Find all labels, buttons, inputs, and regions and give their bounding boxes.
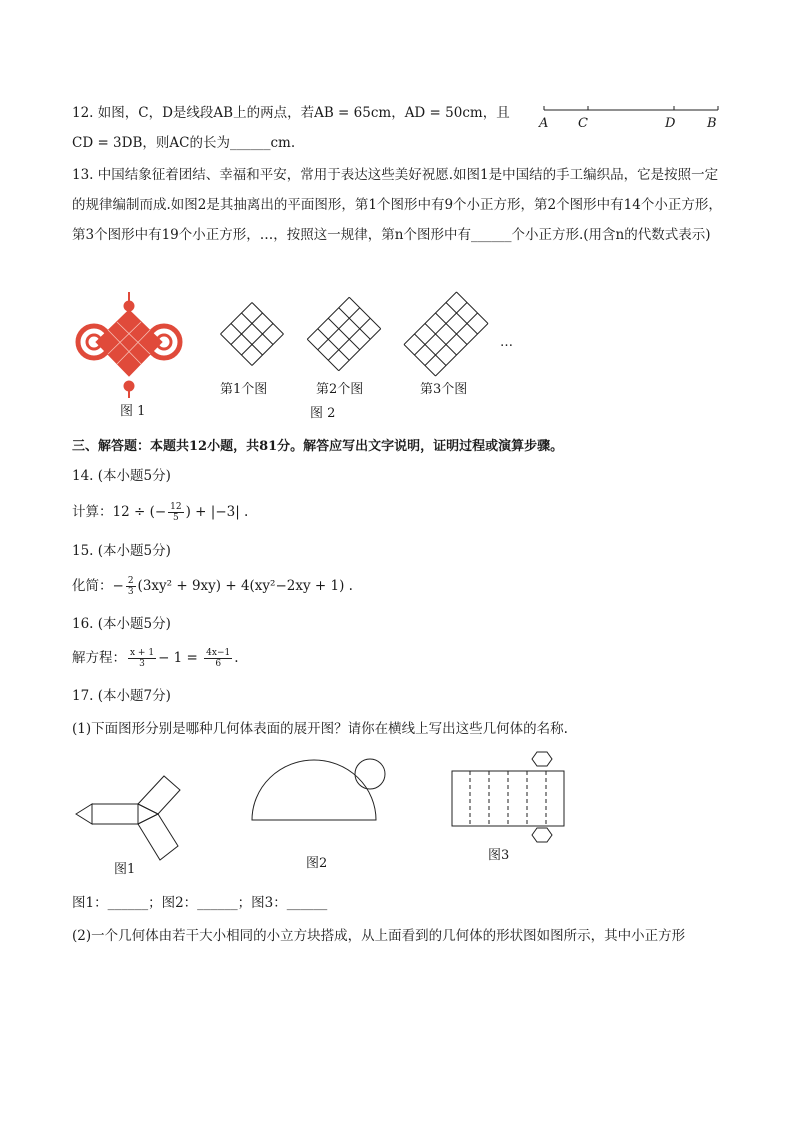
lattice-line <box>415 303 468 356</box>
q15-prefix: 化简：− <box>72 578 124 594</box>
q17-part2: (2)一个几何体由若干大小相同的小立方块搭成，从上面看到的几何体的形状图如图所示，其中小正方形 <box>72 928 686 944</box>
q16-fraction-left <box>128 648 156 669</box>
lattice-3 <box>404 292 488 376</box>
fig1-label: 图 1 <box>120 404 146 419</box>
fig2-label: 图 2 <box>310 406 336 421</box>
net-fig3-label: 图3 <box>488 848 510 863</box>
prism-net-figure <box>72 768 192 858</box>
q16-prefix: 解方程： <box>72 650 126 666</box>
q12-line2: CD = 3DB，则AC的长为______cm. <box>72 135 296 151</box>
q12-line1: 12. 如图，C，D是线段AB上的两点，若AB = 65cm，AD = 50cm，且 <box>72 105 510 121</box>
q15-suffix: (3xy² + 9xy) + 4(xy²−2xy + 1) . <box>137 578 353 594</box>
q14-denominator: 5 <box>173 513 179 523</box>
segment-figure <box>540 102 730 132</box>
q16-numerator-right: 4x−1 <box>206 648 231 658</box>
lattice-1 <box>221 303 284 366</box>
net-fig2-label: 图2 <box>306 856 328 871</box>
sub-figure-2-label: 第2个图 <box>316 382 364 397</box>
q15-numerator: 2 <box>127 576 134 586</box>
hexagonal-prism-net-figure <box>450 724 580 854</box>
point-d-label: D <box>665 116 676 131</box>
chinese-knot-image <box>72 290 192 400</box>
q16-equation <box>72 648 239 669</box>
q14-heading: 14. (本小题5分) <box>72 468 171 484</box>
point-a-label: A <box>539 116 549 131</box>
q16-middle: − 1 = <box>158 650 203 666</box>
section-3-heading: 三、解答题：本题共12小题，共81分。解答应写出文字说明，证明过程或演算步骤。 <box>72 439 564 454</box>
sub-figure-3-label: 第3个图 <box>420 382 468 397</box>
net-fig1-label: 图1 <box>114 862 136 877</box>
q16-heading: 16. (本小题5分) <box>72 616 171 632</box>
q14-fraction <box>168 502 183 523</box>
q14-numerator: 12 <box>170 502 182 512</box>
q14-expression <box>72 502 248 523</box>
lattice-line <box>425 313 478 366</box>
ellipsis: … <box>500 335 513 350</box>
point-c-label: C <box>578 116 588 131</box>
q17-heading: 17. (本小题7分) <box>72 688 171 704</box>
q16-denominator-right: 6 <box>215 659 222 669</box>
lattice-2 <box>307 297 381 371</box>
lattice-line <box>436 324 489 377</box>
q15-heading: 15. (本小题5分) <box>72 543 171 559</box>
q16-fraction-right <box>204 648 232 669</box>
q17-answer-line: 图1：______；图2：______；图3：______ <box>72 895 328 911</box>
q17-part1: (1)下面图形分别是哪种几何体表面的展开图？请你在横线上写出这些几何体的名称. <box>72 721 568 737</box>
q15-expression <box>72 576 353 597</box>
q16-denominator-left: 3 <box>139 659 145 669</box>
q16-suffix: . <box>234 650 239 666</box>
q14-suffix: ) + |−3| . <box>185 504 249 520</box>
lattice-line <box>404 292 457 345</box>
point-b-label: B <box>707 116 717 131</box>
q14-prefix: 计算：12 ÷ (− <box>72 504 167 520</box>
q15-denominator: 3 <box>127 587 134 597</box>
q13-text: 13. 中国结象征着团结、幸福和平安，常用于表达这些美好祝愿.如图1是中国结的手工编织品，它是按照一定的规律编制而成.如图2是其抽离出的平面图形，第1个图形中有9个小正方形，第2个图形中有14个小正方形，第3个图形中有19个小正方形，…，按照这一规律，第n个图形中有______个小正方形.(用含n的代数式表示) <box>72 167 722 243</box>
q15-fraction <box>126 576 136 597</box>
q16-numerator-left: x + 1 <box>130 648 155 658</box>
sub-figure-1-label: 第1个图 <box>220 382 268 397</box>
cone-net-figure <box>248 756 398 836</box>
